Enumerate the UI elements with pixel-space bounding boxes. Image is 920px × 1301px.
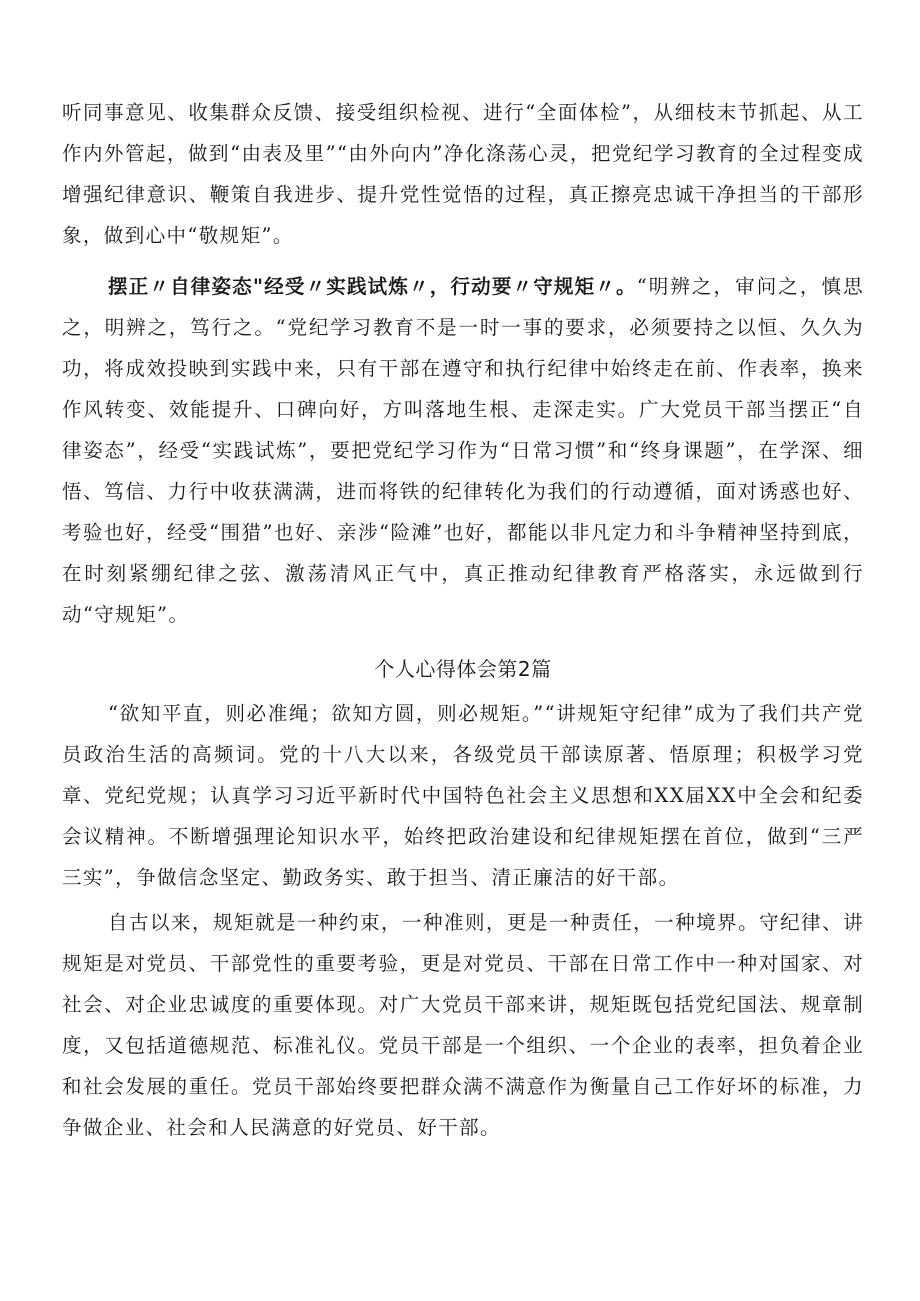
paragraph-4: 自古以来，规矩就是一种约束，一种准则，更是一种责任，一种境界。守纪律、讲规矩是对党员、干部党性的重要考验，更是对党员、干部在日常工作中一种对国家、对社会、对企业忠诚度的重要体现。对广大党员干部来讲，规矩既包括党纪国法、规章制度，又包括道德规范、标准礼仪。党员干部是一个组织、一个企业的表率，担负着企业和社会发展的重任。党员干部始终要把群众满不满意作为衡量自己工作好坏的标准，力争做企业、社会和人民满意的好党员、好干部。 <box>62 911 864 1139</box>
section-heading: 个人心得体会第2篇 <box>374 657 552 681</box>
paragraph-2 <box>62 266 864 635</box>
paragraph-1: 听同事意见、收集群众反馈、接受组织检视、进行“全面体检”，从细枝末节抓起、从工作内外管起，做到“由表及里”“由外向内”净化涤荡心灵，把党纪学习教育的全过程变成增强纪律意识、鞭策自我进步、提升党性觉悟的过程，真正擦亮忠诚干净担当的干部形象，做到心中“敬规矩”。 <box>62 101 864 247</box>
paragraph-2-lead: 摆正〃自律姿态"经受〃实践试炼〃，行动要〃守规矩〃。 <box>108 275 637 298</box>
paragraph-3: “欲知平直，则必准绳；欲知方圆，则必规矩。”“讲规矩守纪律”成为了我们共产党员政治生活的高频词。党的十八大以来，各级党员干部读原著、悟原理；积极学习党章、党纪党规；认真学习习近平新时代中国特色社会主义思想和XX届XX中全会和纪委会议精神。不断增强理论知识水平，始终把政治建设和纪律规矩摆在首位，做到“三严三实”，争做信念坚定、勤政务实、敢于担当、清正廉洁的好干部。 <box>62 702 864 889</box>
paragraph-2-body: “明辨之，审问之，慎思之，明辨之，笃行之。“党纪学习教育不是一时一事的要求，必须要持之以恒、久久为功，将成效投映到实践中来，只有干部在遵守和执行纪律中始终走在前、作表率，换来作风转变、效能提升、口碑向好，方叫落地生根、走深走实。广大党员干部当摆正“自律姿态”，经受“实践试炼”，要把党纪学习作为“日常习惯”和“终身课题”，在学深、细悟、笃信、力行中收获满满，进而将铁的纪律转化为我们的行动遵循，面对诱惑也好、考验也好，经受“围猎”也好、亲涉“险滩”也好，都能以非凡定力和斗争精神坚持到底，在时刻紧绷纪律之弦、激荡清风正气中，真正推动纪律教育严格落实，永远做到行动“守规矩”。 <box>62 275 864 626</box>
